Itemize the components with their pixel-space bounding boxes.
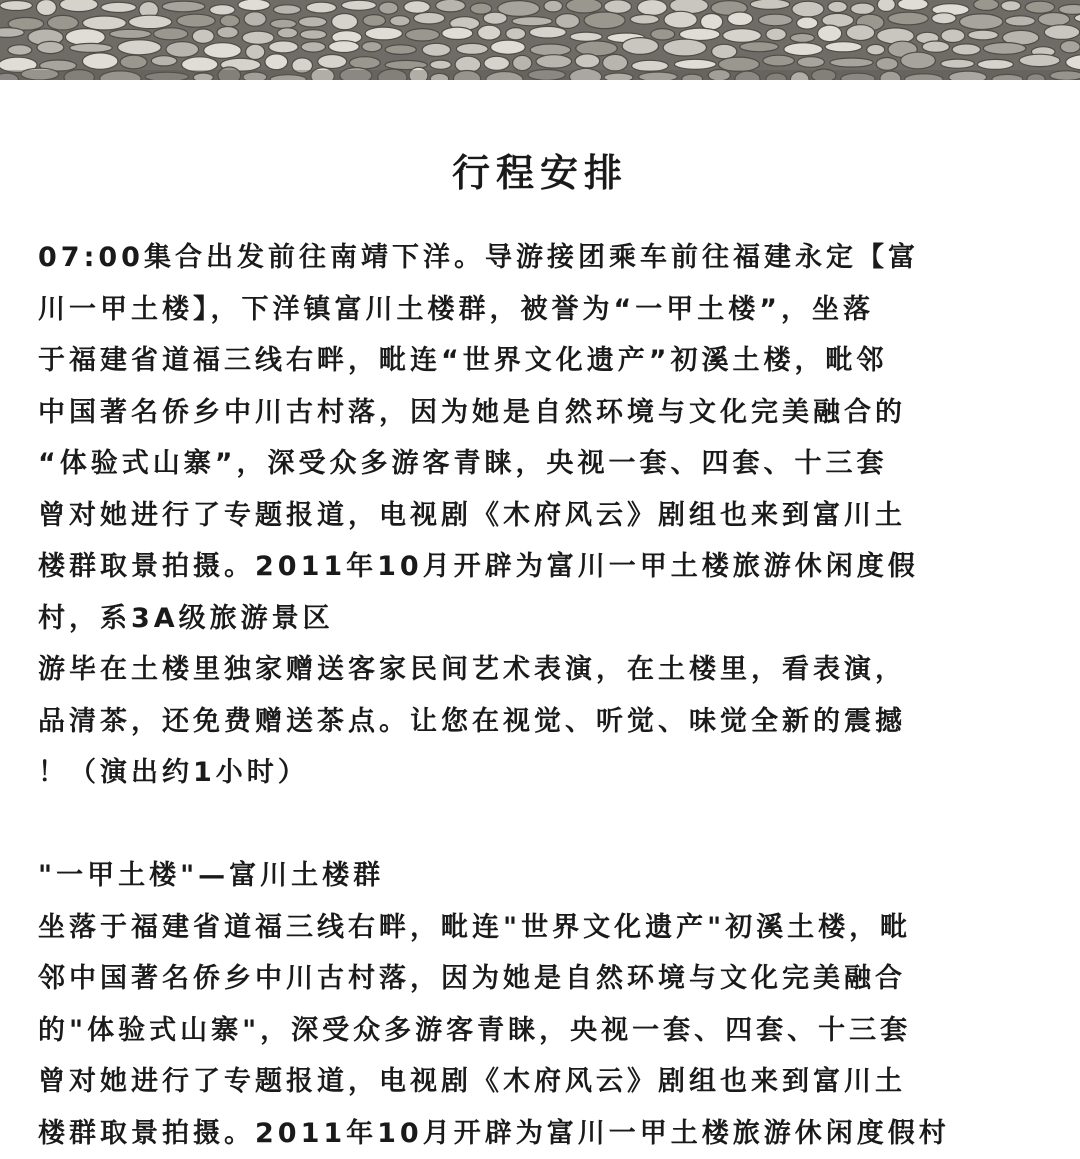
subheading: "一甲土楼"—富川土楼群 xyxy=(38,850,1042,902)
text-line: 的"体验式山寨"，深受众多游客青睐，央视一套、四套、十三套 xyxy=(38,1005,1042,1057)
intro-paragraph xyxy=(38,232,1042,644)
paragraph-spacer xyxy=(38,799,1042,851)
text-line: 游毕在土楼里独家赠送客家民间艺术表演，在土楼里，看表演， xyxy=(38,644,1042,696)
text-line: 品清茶，还免费赠送茶点。让您在视觉、听觉、味觉全新的震撼 xyxy=(38,696,1042,748)
text-line: 楼群取景拍摄。2011年10月开辟为富川一甲土楼旅游休闲度假 xyxy=(38,541,1042,593)
text-line: 坐落于福建省道福三线右畔，毗连"世界文化遗产"初溪土楼，毗 xyxy=(38,902,1042,954)
text-line: 曾对她进行了专题报道，电视剧《木府风云》剧组也来到富川土 xyxy=(38,1056,1042,1108)
text-line: 楼群取景拍摄。2011年10月开辟为富川一甲土楼旅游休闲度假村 xyxy=(38,1108,1042,1159)
text-line: 07:00集合出发前往南靖下洋。导游接团乘车前往福建永定【富 xyxy=(38,232,1042,284)
text-line: 村，系3A级旅游景区 xyxy=(38,593,1042,645)
description-paragraph xyxy=(38,902,1042,1159)
text-line: 曾对她进行了专题报道，电视剧《木府风云》剧组也来到富川土 xyxy=(38,490,1042,542)
cobblestone-photo xyxy=(0,0,1080,80)
text-line: ！（演出约1小时） xyxy=(38,747,1042,799)
page-title: 行程安排 xyxy=(0,146,1080,200)
text-line: 邻中国著名侨乡中川古村落，因为她是自然环境与文化完美融合 xyxy=(38,953,1042,1005)
text-line: 川一甲土楼】，下洋镇富川土楼群，被誉为“一甲土楼”，坐落 xyxy=(38,284,1042,336)
itinerary-content xyxy=(38,232,1042,1159)
text-line: “体验式山寨”，深受众多游客青睐，央视一套、四套、十三套 xyxy=(38,438,1042,490)
performance-paragraph xyxy=(38,644,1042,799)
cobblestone-texture xyxy=(0,0,1080,80)
text-line: 中国著名侨乡中川古村落，因为她是自然环境与文化完美融合的 xyxy=(38,387,1042,439)
text-line: 于福建省道福三线右畔，毗连“世界文化遗产”初溪土楼，毗邻 xyxy=(38,335,1042,387)
